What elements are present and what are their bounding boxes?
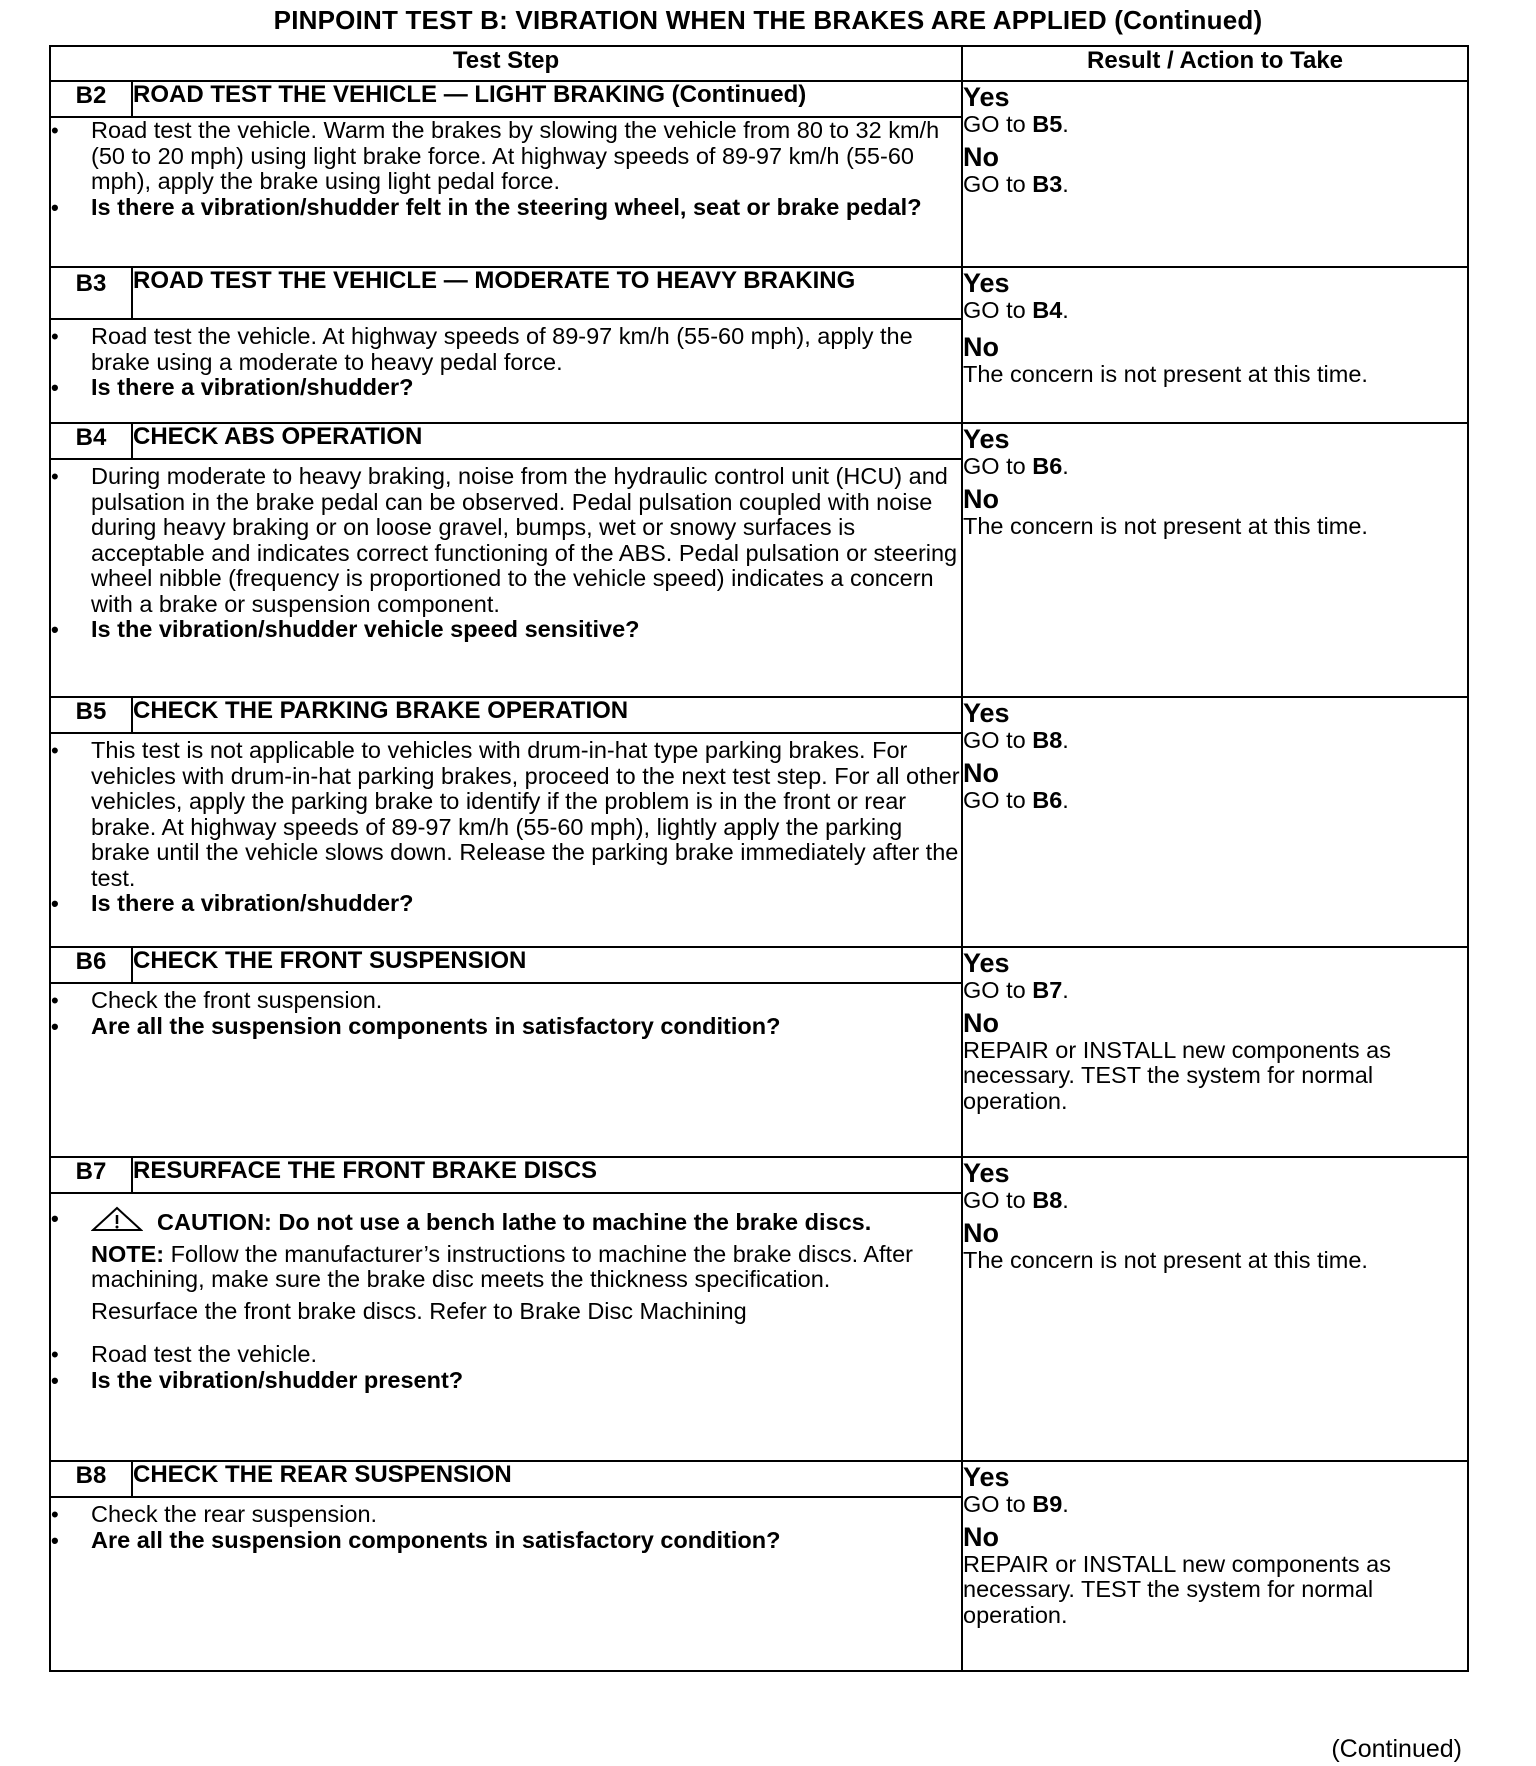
step-id: B5 bbox=[50, 697, 132, 733]
step-reference: B8 bbox=[1032, 727, 1063, 753]
step-b6-result bbox=[962, 947, 1468, 1157]
step-id: B7 bbox=[50, 1157, 132, 1193]
continued-footer: (Continued) bbox=[1331, 1735, 1462, 1763]
action-text: GO to bbox=[963, 111, 1026, 137]
step-b7-heading-row bbox=[50, 1157, 1468, 1193]
step-id: B6 bbox=[50, 947, 132, 983]
action-text: GO to bbox=[963, 297, 1026, 323]
resurface-instruction: Resurface the front brake discs. Refer to Brake Disc Machining bbox=[91, 1297, 747, 1324]
action-text: REPAIR or INSTALL new components as necessary. TEST the system for normal operation. bbox=[963, 1550, 1391, 1628]
step-heading: ROAD TEST THE VEHICLE — LIGHT BRAKING (Continued) bbox=[132, 81, 962, 117]
step-b8-result bbox=[962, 1461, 1468, 1671]
action-text: REPAIR or INSTALL new components as necessary. TEST the system for normal operation. bbox=[963, 1036, 1391, 1114]
action-text: GO to bbox=[963, 727, 1026, 753]
step-heading: CHECK ABS OPERATION bbox=[132, 423, 962, 459]
step-b5-result bbox=[962, 697, 1468, 947]
punctuation: . bbox=[1062, 297, 1069, 323]
punctuation: . bbox=[1062, 977, 1069, 1003]
step-reference: B5 bbox=[1032, 111, 1063, 137]
action-text: GO to bbox=[963, 786, 1026, 813]
instruction-bullet: • This test is not applicable to vehicles with drum-in-hat type parking brakes. For vehicles with drum-in-hat parking brakes, proceed to the next test step. For all other vehicles, apply the parking brake to identify if the problem is in the front or rear brake. At highway speeds of 89-97 km/h (55-60 mph), lightly apply the parking brake until the vehicle slows down. Release the parking brake immediately after the test. bbox=[51, 738, 961, 891]
action-text: GO to bbox=[963, 1187, 1026, 1213]
question-bullet: • Is there a vibration/shudder? bbox=[51, 375, 961, 401]
step-reference: B8 bbox=[1032, 1187, 1063, 1213]
yes-label: Yes bbox=[963, 698, 1010, 728]
step-id: B4 bbox=[50, 423, 132, 459]
step-b6-body bbox=[50, 983, 962, 1157]
yes-label: Yes bbox=[963, 268, 1010, 298]
punctuation: . bbox=[1062, 170, 1069, 197]
step-b4-body bbox=[50, 459, 962, 697]
question-bullet: • Is there a vibration/shudder felt in the steering wheel, seat or brake pedal? bbox=[51, 195, 961, 221]
step-reference: B6 bbox=[1032, 453, 1063, 479]
yes-label: Yes bbox=[963, 82, 1010, 112]
step-b5-heading-row bbox=[50, 697, 1468, 733]
yes-label: Yes bbox=[963, 948, 1010, 978]
step-reference: B6 bbox=[1032, 786, 1063, 813]
step-b7-body bbox=[50, 1193, 962, 1461]
page-title: PINPOINT TEST B: VIBRATION WHEN THE BRAKES ARE APPLIED (Continued) bbox=[273, 5, 1263, 35]
step-heading: CHECK THE PARKING BRAKE OPERATION bbox=[132, 697, 962, 733]
step-reference: B3 bbox=[1032, 170, 1063, 197]
instruction-bullet: • Road test the vehicle. At highway speeds of 89-97 km/h (55-60 mph), apply the brake using a moderate to heavy pedal force. bbox=[51, 324, 961, 375]
question-bullet: • Are all the suspension components in satisfactory condition? bbox=[51, 1528, 961, 1554]
caution-text: CAUTION: Do not use a bench lathe to machine the brake discs. bbox=[157, 1209, 872, 1235]
question-bullet: • Is the vibration/shudder vehicle speed sensitive? bbox=[51, 617, 961, 643]
punctuation: . bbox=[1062, 1491, 1069, 1517]
punctuation: . bbox=[1062, 727, 1069, 753]
step-heading: RESURFACE THE FRONT BRAKE DISCS bbox=[132, 1157, 962, 1193]
step-reference: B7 bbox=[1032, 977, 1063, 1003]
table-header-row bbox=[50, 46, 1468, 81]
step-b8-heading-row bbox=[50, 1461, 1468, 1497]
step-reference: B9 bbox=[1032, 1491, 1063, 1517]
step-b3-heading-row bbox=[50, 267, 1468, 319]
no-label: No bbox=[963, 331, 999, 362]
action-text: The concern is not present at this time. bbox=[963, 512, 1368, 539]
instruction-bullet: • Road test the vehicle. bbox=[51, 1342, 961, 1368]
step-b4-result bbox=[962, 423, 1468, 697]
step-b3-result bbox=[962, 267, 1468, 423]
pinpoint-test-table bbox=[49, 45, 1469, 1672]
punctuation: . bbox=[1062, 786, 1069, 813]
step-id: B3 bbox=[50, 267, 132, 319]
question-bullet: • Are all the suspension components in satisfactory condition? bbox=[51, 1014, 961, 1040]
action-text: GO to bbox=[963, 977, 1026, 1003]
step-b2-body bbox=[50, 117, 962, 267]
note-label: NOTE: bbox=[91, 1240, 165, 1267]
step-b5-body bbox=[50, 733, 962, 947]
step-b7-result bbox=[962, 1157, 1468, 1461]
yes-label: Yes bbox=[963, 1462, 1010, 1492]
instruction-bullet: • During moderate to heavy braking, noise from the hydraulic control unit (HCU) and pulsation in the brake pedal can be observed. Pedal pulsation coupled with noise during heavy braking or on loose gravel, bumps, wet or snowy surfaces is acceptable and indicates correct functioning of the ABS. Pedal pulsation or steering wheel nibble (frequency is proportioned to the vehicle speed) indicates a concern with a brake or suspension component. bbox=[51, 464, 961, 617]
no-label: No bbox=[963, 1217, 999, 1248]
column-header-test-step: Test Step bbox=[50, 46, 962, 81]
no-label: No bbox=[963, 1521, 999, 1552]
instruction-bullet: • Check the rear suspension. bbox=[51, 1502, 961, 1528]
no-label: No bbox=[963, 1007, 999, 1038]
yes-label: Yes bbox=[963, 1158, 1010, 1188]
no-label: No bbox=[963, 757, 999, 788]
step-b4-heading-row bbox=[50, 423, 1468, 459]
punctuation: . bbox=[1062, 453, 1069, 479]
column-header-result: Result / Action to Take bbox=[962, 46, 1468, 81]
step-heading: CHECK THE FRONT SUSPENSION bbox=[132, 947, 962, 983]
punctuation: . bbox=[1062, 111, 1069, 137]
no-label: No bbox=[963, 141, 999, 172]
note-paragraph bbox=[91, 1242, 961, 1293]
instruction-bullet: • Check the front suspension. bbox=[51, 988, 961, 1014]
step-heading: CHECK THE REAR SUSPENSION bbox=[132, 1461, 962, 1497]
step-b2-heading-row bbox=[50, 81, 1468, 117]
note-block bbox=[51, 1242, 961, 1325]
action-text: The concern is not present at this time. bbox=[963, 1246, 1368, 1273]
action-text: GO to bbox=[963, 1491, 1026, 1517]
step-b8-body bbox=[50, 1497, 962, 1671]
instruction-bullet: • Road test the vehicle. Warm the brakes by slowing the vehicle from 80 to 32 km/h (50 to 20 mph) using light brake force. At highway speeds of 89-97 km/h (55-60 mph), apply the brake using light pedal force. bbox=[51, 118, 961, 195]
no-label: No bbox=[963, 483, 999, 514]
punctuation: . bbox=[1062, 1187, 1069, 1213]
step-id: B8 bbox=[50, 1461, 132, 1497]
step-heading: ROAD TEST THE VEHICLE — MODERATE TO HEAVY BRAKING bbox=[132, 267, 962, 319]
action-text: The concern is not present at this time. bbox=[963, 360, 1368, 387]
question-bullet: • Is there a vibration/shudder? bbox=[51, 891, 961, 917]
step-id: B2 bbox=[50, 81, 132, 117]
caution-bullet bbox=[51, 1206, 961, 1236]
step-b2-result bbox=[962, 81, 1468, 267]
yes-label: Yes bbox=[963, 424, 1010, 454]
question-bullet: • Is the vibration/shudder present? bbox=[51, 1368, 961, 1394]
step-b6-heading-row bbox=[50, 947, 1468, 983]
caution-warning-icon bbox=[91, 1206, 143, 1232]
action-text: GO to bbox=[963, 453, 1026, 479]
note-text: Follow the manufacturer’s instructions to machine the brake discs. After machining, make sure the brake disc meets the thickness specification. bbox=[91, 1240, 913, 1292]
action-text: GO to bbox=[963, 170, 1026, 197]
step-reference: B4 bbox=[1032, 297, 1063, 323]
step-b3-body bbox=[50, 319, 962, 423]
